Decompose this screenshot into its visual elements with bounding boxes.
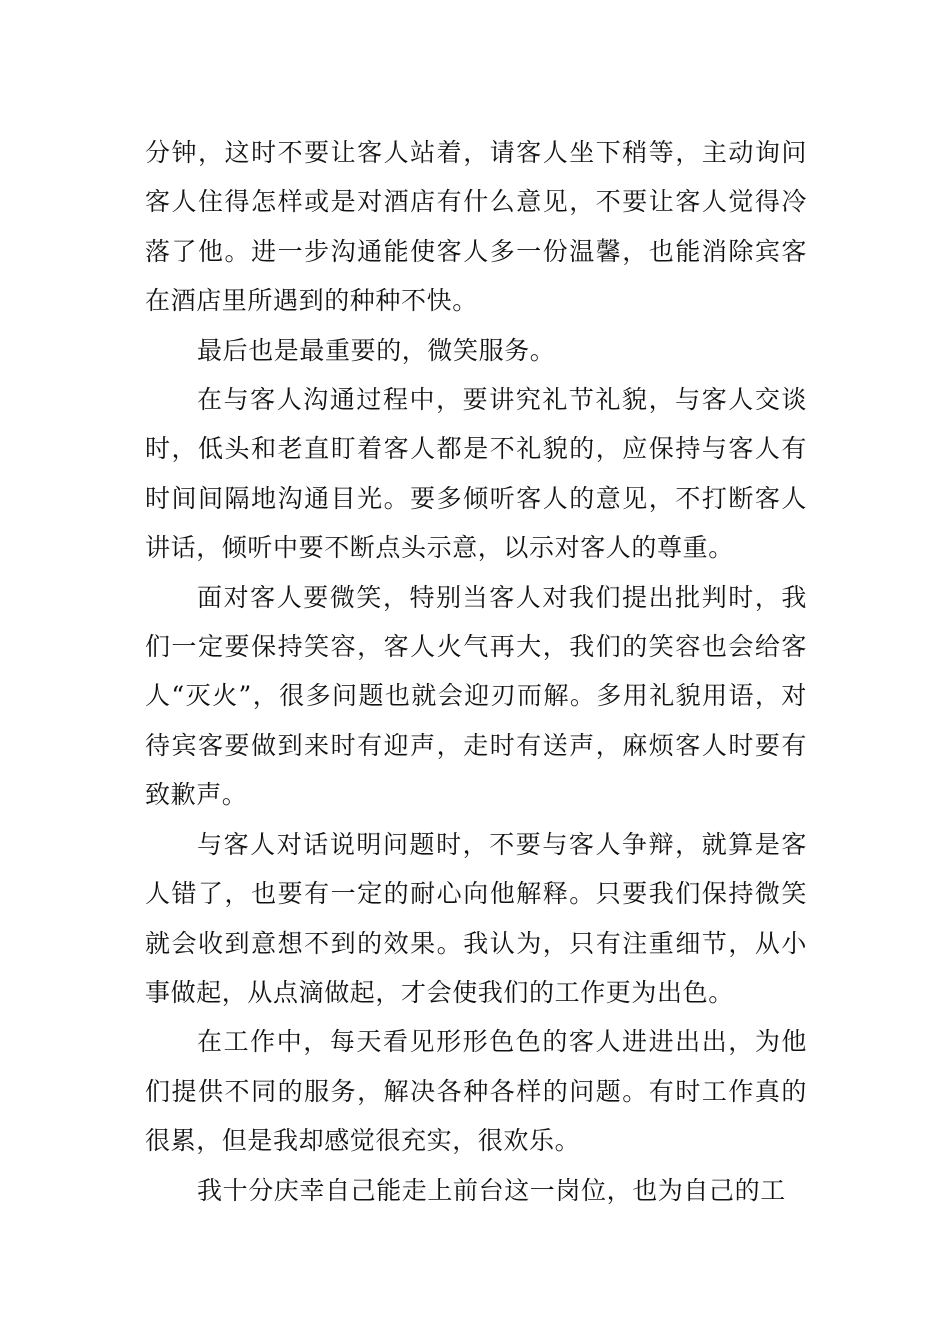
paragraph-5: 与客人对话说明问题时，不要与客人争辩，就算是客人错了，也要有一定的耐心向他解释。只要我们保持微笑就会收到意想不到的效果。我认为，只有注重细节，从小事做起，从点滴做起，才会使我们的工作更为出色。 [145,829,807,1007]
paragraph-1: 分钟，这时不要让客人站着，请客人坐下稍等，主动询问客人住得怎样或是对酒店有什么意见，不要让客人觉得冷落了他。进一步沟通能使客人多一份温馨，也能消除宾客在酒店里所遇到的种种不快。 [145,138,807,316]
document-body [145,128,807,1215]
paragraph-2: 最后也是最重要的，微笑服务。 [197,335,556,365]
paragraph-4: 面对客人要微笑，特别当客人对我们提出批判时，我们一定要保持笑容，客人火气再大，我们的笑容也会给客人“灭火”，很多问题也就会迎刃而解。多用礼貌用语，对待宾客要做到来时有迎声，走时有送声，麻烦客人时要有致歉声。 [145,582,807,810]
paragraph-3: 在与客人沟通过程中，要讲究礼节礼貌，与客人交谈时，低头和老直盯着客人都是不礼貌的，应保持与客人有时间间隔地沟通目光。要多倾听客人的意见，不打断客人讲话，倾听中要不断点头示意，以示对客人的尊重。 [145,385,807,563]
paragraph-7: 我十分庆幸自己能走上前台这一岗位，也为自己的工 [197,1175,786,1205]
paragraph-6: 在工作中，每天看见形形色色的客人进进出出，为他们提供不同的服务，解决各种各样的问题。有时工作真的很累，但是我却感觉很充实，很欢乐。 [145,1027,807,1156]
